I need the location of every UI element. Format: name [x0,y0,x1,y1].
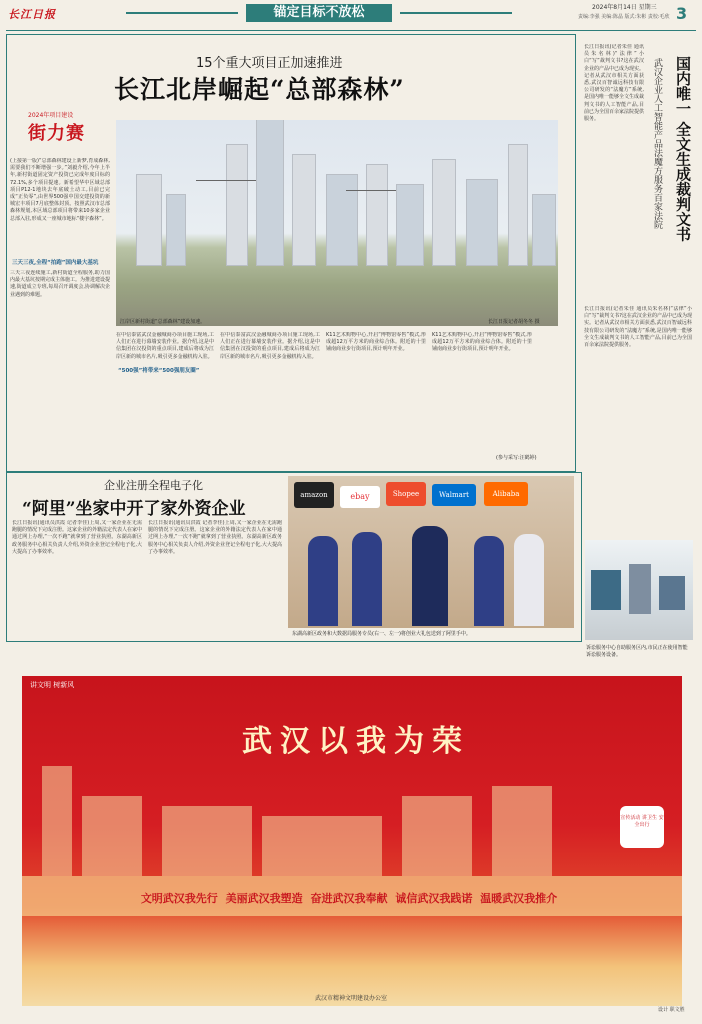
header-divider [6,30,696,31]
lead-photo-credit: 长江日报记者胡冬冬 摄 [488,319,540,325]
sidebar-headline: 国内唯一 全文生成裁判文书 [674,56,692,242]
sidebar-body-bottom: 长江日报讯(记者朱佳 通讯员朱名林)“法律”小白“写”裁判文书?这在武汉企业的产品中已成为现实。记者从武汉市相关方面获悉,武汉百智诚远科技有限公司研发的“法魔方”系统,是国内唯一能够全文生成裁判文书的人工智能产品,目前已为全国百余家法院提供服务。 [584,306,692,349]
store-photo-caption: 东湖高新区政务和大数据局服务专员(右一、左一)将创业大礼包送到了阿里手中。 [292,631,471,637]
poster-title: 武汉以我为荣 [242,724,470,759]
column-badge-big: 街力赛 [28,123,85,144]
store-logo-tile: Shopee [386,482,426,506]
poster-badge: 宣传活动 讲卫生 安全出行 [620,806,664,848]
lead-column-4b: K11艺术购物中心,开启“博物馆零售”模式,形成超12万平方米的商业综合体。附近的十里铺南商业步行街项目,预计明年开业。 [432,332,532,353]
lead-subhead-2: “500强”将带来“500强朋友圈” [118,368,200,374]
lead-column-4a: K11艺术购物中心,开启“博物馆零售”模式,形成超12万平方米的商业综合体。附近的十里铺南商业步行街项目,预计明年开业。 [326,332,426,353]
story2-kicker: 企业注册全程电子化 [104,479,203,492]
story2-column-2: 长江日报讯(通讯员洪霞 记者李佳)上周,又一家企业在无需跑腿的情况下完成注册。这家企业的外籍法定代表人在家中通过网上办理,“一次不跑”就拿到了营业执照。东湖高新区政务服务中心相关负责人介绍,外资企业登记全程电子化,大大提高了办事效率。 [148,520,282,555]
lead-subhead-1: 三天三夜,全程“拍跑”国内最大基坑 [12,260,99,266]
design-credit: 设计 职文胜 [658,1007,685,1013]
store-logo-tile: Walmart [432,484,476,506]
poster-slogans [24,890,674,906]
sidebar-body-top: 长江日报讯(记者朱佳 通讯员朱名林)“法律”小白“写”裁判文书?这在武汉企业的产品中已成为现实。记者从武汉市相关方面获悉,武汉百智诚远科技有限公司研发的“法魔方”系统,是国内唯一能够全文生成裁判文书的人工智能产品,目前已为全国百余家法院提供服务。 [584,44,644,123]
lead-headline: 长江北岸崛起“总部森林” [114,75,405,104]
poster-slogan: 文明武汉我先行 [140,892,218,905]
lead-source: (参与采写:汪鹤婷) [496,455,537,461]
court-service-photo [585,540,693,640]
poster-slogan: 奋进武汉我奉献 [310,892,388,905]
section-banner: 锚定目标不放松 [246,4,392,22]
editor-credits: 责编:李强 美编:陈晶 版式:朱彬 责校:毛欣 [578,14,670,20]
poster-tag: 讲文明 树新风 [30,681,75,689]
poster-slogan: 美丽武汉我塑造 [225,892,303,905]
poster-footer: 武汉市精神文明建设办公室 [314,995,387,1002]
court-photo-caption: 诉讼服务中心自助服务区内,市民正在使用智能诉讼服务设备。 [586,645,688,658]
lead-column-1: (上接第一版)“总部森林建设上新梦,育成森林,需要我们不断增强一步。”刘毅介绍,今年上半年,新村街道固定资产投资已完成年度目标的72.1%,多个项目提速。新希望华中区域总部项目P12-1地块去年底破土动工,目前已完成“正负零”,由世界500强中国交建投资的新城宏丰项目7月底整体封顶。按照武汉市总部森林规划,本区域总部项目将带来10多家企业总部入驻,形成又一座城市地标“楼宇森林”。 [10,158,110,222]
column-badge-small: 2024年项目建设 [28,112,74,119]
store-logo-tile: amazon [294,482,334,508]
poster-slogan: 温暖武汉我推介 [480,892,558,905]
store-logo-tile: Alibaba [484,482,528,506]
column-badge [28,110,108,156]
store-logo-tile: ebay [340,486,380,508]
story2-headline: “阿里”坐家中开了家外资企业 [22,499,246,519]
newspaper-logo: 长江日报 [8,8,56,21]
lead-column-3: 在中信泰富武汉金融城商办项目施工现场,工人们正在进行幕墙安装作业。据介绍,这是中信集团在汉投资的重点项目,建成后将成为江岸区新的城市名片,吸引更多金融机构入驻。 [116,332,214,360]
issue-date: 2024年8月14日 星期三 [592,4,657,11]
lead-photo-caption: 江岸区新村街道“总部森林”建设加速。 [120,319,206,325]
lead-column-2: 三天三夜连续施工,新村街道全程服务,助力国内最大基坑按期完成主体施工。为推进建设提速,街道成立专班,每周召开调度会,协调解决企业遇到的难题。 [10,270,110,298]
lead-kicker: 15个重大项目正加速推进 [196,56,343,71]
civility-poster [22,676,682,1006]
poster-slogan: 诚信武汉我践诺 [395,892,473,905]
story2-column-1: 长江日报讯(通讯员洪霞 记者李佳)上周,又一家企业在无需跑腿的情况下完成注册。这家企业的外籍法定代表人在家中通过网上办理,“一次不跑”就拿到了营业执照。东湖高新区政务服务中心相关负责人介绍,外资企业登记全程电子化,大大提高了办事效率。 [12,520,142,555]
sidebar-subtitle: 武汉企业人工智能产品法魔方服务百家法院 [652,58,662,229]
page-number: 3 [676,4,688,23]
lead-column-3b: 在中信泰富武汉金融城商办项目施工现场,工人们正在进行幕墙安装作业。据介绍,这是中信集团在汉投资的重点项目,建成后将成为江岸区新的城市名片,吸引更多金融机构入驻。 [220,332,320,360]
store-photo [288,476,574,628]
skyline-photo [116,120,558,326]
